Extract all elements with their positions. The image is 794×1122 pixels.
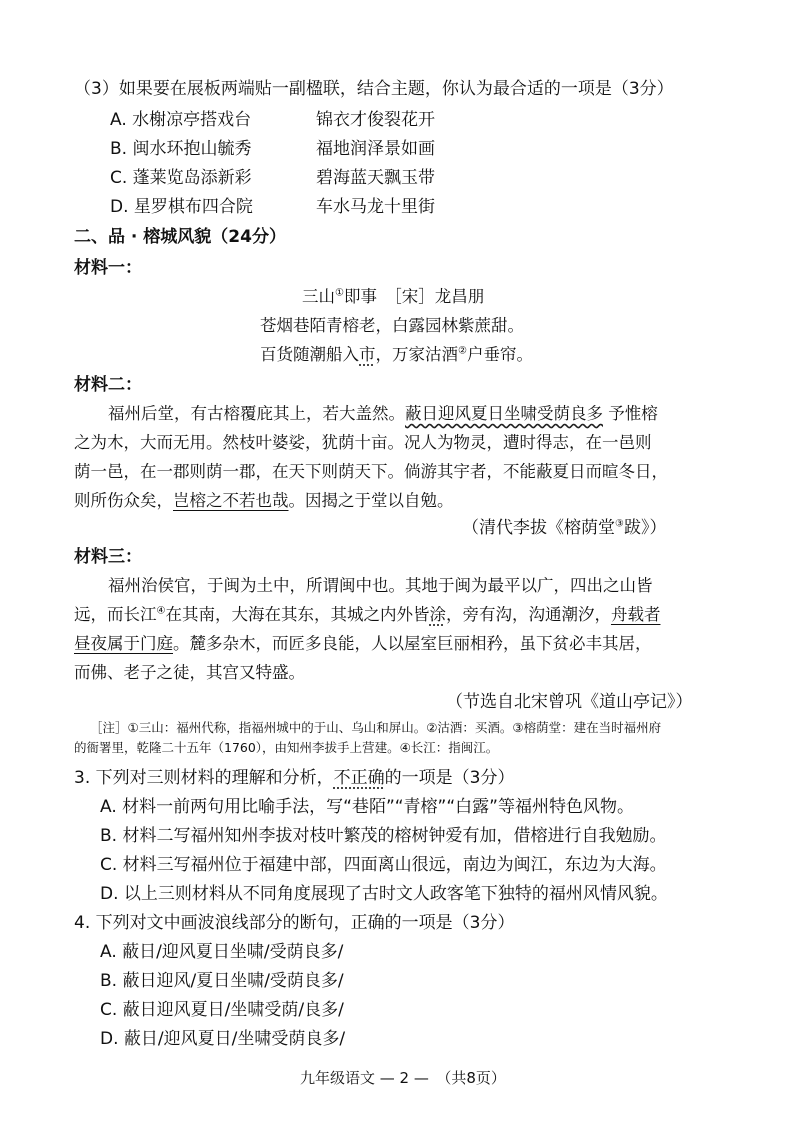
question-3-option-a: A. 材料一前两句用比喻手法，写“巷陌”“青榕”“白露”等福州特色风物。 — [100, 797, 634, 817]
material2-source: （清代李拔《榕荫堂③跋》） — [462, 518, 667, 538]
underlined-text: 岂榕之不若也哉 — [173, 491, 289, 510]
material3-para-line-1: 福州治侯官，于闽为土中，所谓闽中也。其地于闽为最平以广，四出之山皆 — [108, 576, 653, 595]
material2-para-line-2: 之为木，大而无用。然枝叶婆娑，犹荫十亩。况人为物灵，遭时得志，在一邑则 — [74, 433, 652, 452]
note-marker: ③ — [615, 518, 624, 530]
material3-source: （节选自北宋曾巩《道山亭记》） — [446, 692, 693, 712]
material1-label: 材料一： — [74, 258, 142, 278]
question-3-option-b: B. 材料二写福州知州李拔对枝叶繁茂的榕树钟爱有加，借榕进行自我勉励。 — [100, 826, 667, 846]
couplet-question-stem: （3）如果要在展板两端贴一副楹联，结合主题，你认为最合适的一项是（3分） — [74, 79, 674, 99]
couplet-option-b-right: 福地润泽景如画 — [316, 139, 435, 159]
notes-line-1: ［注］①三山：福州代称，指福州城中的于山、乌山和屏山。②沽酒：买酒。③榕荫堂：建在当时福州府 — [90, 720, 662, 735]
question-4-option-a: A. 蔽日/迎风夏日坐啸/受荫良多/ — [100, 942, 344, 962]
poem-line-1: 苍烟巷陌青榕老，白露园林紫蔗甜。 — [260, 316, 524, 335]
notes-line-2: 的衙署里，乾隆二十五年（1760），由知州李拔手上营建。④长江：指闽江。 — [74, 740, 499, 755]
material3-label: 材料三： — [74, 547, 142, 567]
question-4-option-c: C. 蔽日迎风夏日/坐啸受荫/良多/ — [100, 1000, 344, 1020]
question-4-option-d: D. 蔽日/迎风夏日/坐啸受荫良多/ — [100, 1029, 346, 1049]
couplet-option-b-left: B. 闽水环抱山毓秀 — [110, 139, 252, 159]
poem-title: 三山①即事 ［宋］龙昌朋 — [302, 287, 485, 306]
underlined-text: 昼夜属于门庭 — [74, 634, 173, 653]
poem-line-2: 百货随潮船入市，万家沽酒②户垂帘。 — [260, 345, 533, 364]
material2-label: 材料二： — [74, 375, 142, 395]
page-footer: 九年级语文 — 2 — （共8页） — [300, 1069, 506, 1087]
question-4-stem: 4. 下列对文中画波浪线部分的断句，正确的一项是（3分） — [74, 913, 515, 933]
question-3-option-c: C. 材料三写福州位于福建中部，四面离山很远，南边为闽江，东边为大海。 — [100, 855, 667, 875]
couplet-option-a-left: A. 水榭凉亭搭戏台 — [110, 110, 252, 130]
couplet-option-d-right: 车水马龙十里街 — [316, 197, 435, 217]
note-marker: ④ — [156, 605, 166, 617]
note-marker: ① — [335, 287, 344, 299]
couplet-option-a-right: 锦衣才俊裂花开 — [316, 110, 435, 130]
material3-para-line-2: 远，而长江④在其南，大海在其东，其城之内外皆涂，旁有沟，沟通潮汐，舟载者 — [74, 605, 661, 624]
material3-para-line-4: 而佛、老子之徒，其宫又特盛。 — [74, 663, 305, 682]
note-marker: ② — [458, 345, 467, 357]
material2-para-line-4: 则所伤众矣，岂榕之不若也哉。因揭之于堂以自勉。 — [74, 491, 454, 510]
question-4-option-b: B. 蔽日迎风/夏日坐啸/受荫良多/ — [100, 971, 344, 991]
material2-para-line-1: 福州后堂，有古榕覆庇其上，若大盖然。蔽日迎风夏日坐啸受荫良多 予惟榕 — [108, 404, 658, 423]
material3-para-line-3: 昼夜属于门庭。麓多杂木，而匠多良能，人以屋室巨丽相矜，虽下贫必丰其居， — [74, 634, 652, 653]
question-3-option-d: D. 以上三则材料从不同角度展现了古时文人政客笔下独特的福州风情风貌。 — [100, 884, 668, 904]
wavy-underlined-text: 蔽日迎风夏日坐啸受荫良多 — [405, 404, 603, 423]
material2-para-line-3: 荫一邑，在一郡则荫一郡，在天下则荫天下。倘游其宇者，不能蔽夏日而暄冬日， — [74, 462, 668, 481]
underlined-text: 舟载者 — [610, 605, 661, 624]
section-heading: 二、品 · 榕城风貌（24分） — [74, 227, 286, 247]
couplet-option-c-right: 碧海蓝天飘玉带 — [316, 168, 435, 188]
question-3-stem: 3. 下列对三则材料的理解和分析，不正确的一项是（3分） — [74, 768, 515, 788]
couplet-option-c-left: C. 蓬莱览岛添新彩 — [110, 168, 252, 188]
couplet-option-d-left: D. 星罗棋布四合院 — [110, 197, 253, 217]
